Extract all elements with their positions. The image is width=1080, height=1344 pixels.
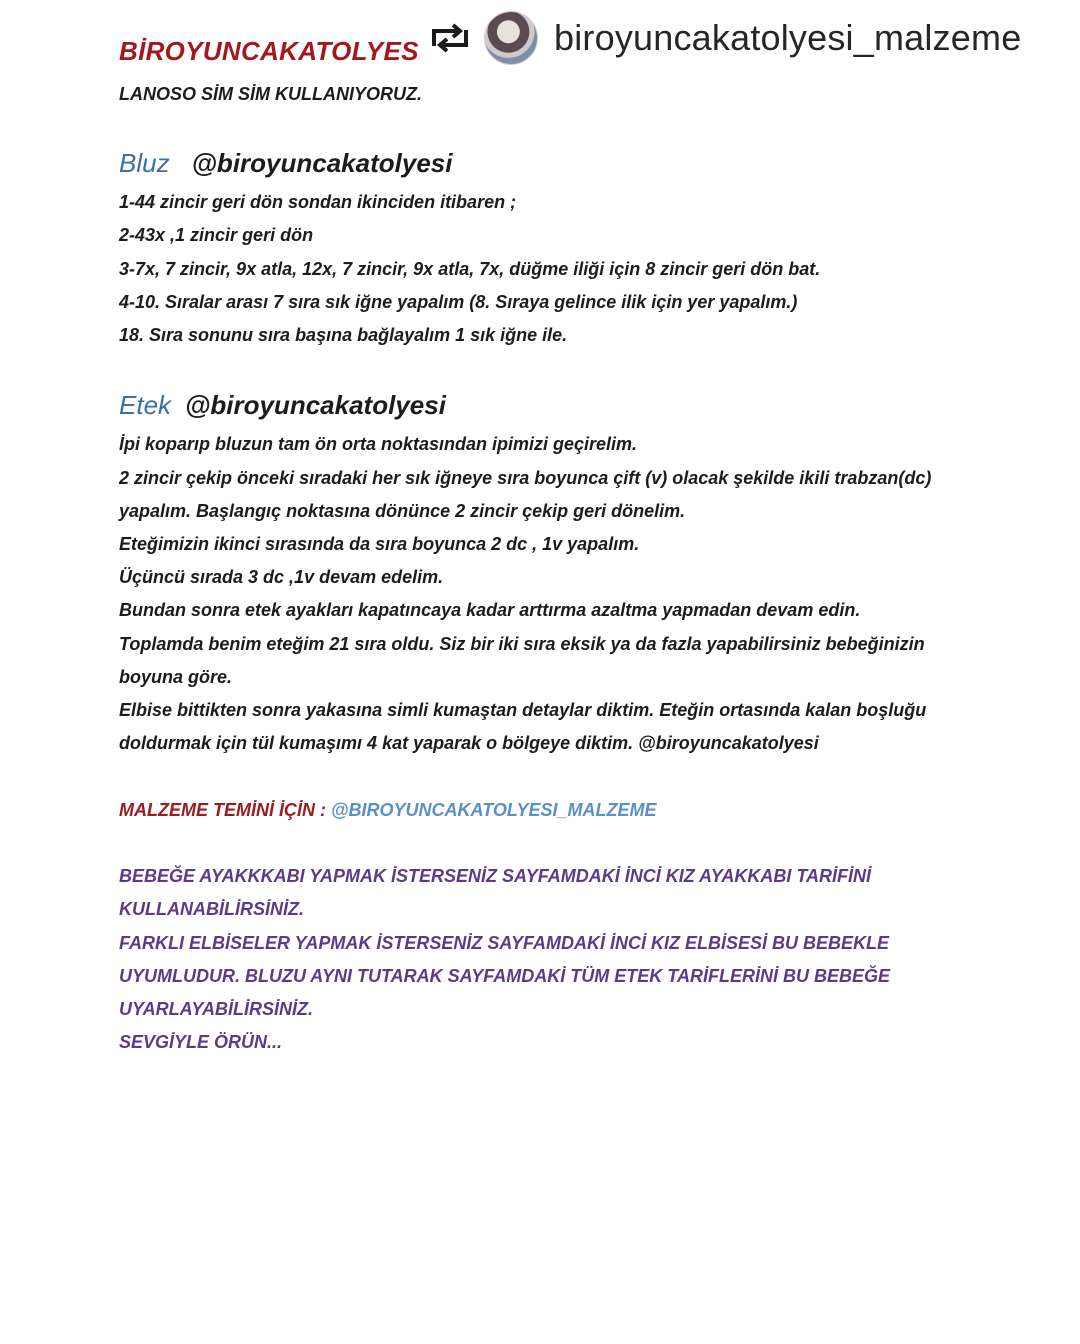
repost-icon	[428, 22, 472, 54]
note-line: BEBEĞE AYAKKKABI YAPMAK İSTERSENİZ SAYFAMDAKİ İNCİ KIZ AYAKKABI TARİFİNİ	[119, 866, 872, 886]
note-line: SEVGİYLE ÖRÜN...	[119, 1032, 283, 1052]
etek-line: yapalım. Başlangıç noktasına dönünce 2 zincir çekip geri dönelim.	[119, 501, 686, 521]
etek-line: Eteğimizin ikinci sırasında da sıra boyunca 2 dc , 1v yapalım.	[119, 534, 640, 554]
yarn-note: LANOSO SİM SİM KULLANIYORUZ.	[119, 84, 422, 104]
etek-line: Bundan sonra etek ayakları kapatıncaya kadar arttırma azaltma yapmadan devam edin.	[119, 600, 861, 620]
malzeme-label: MALZEME TEMİNİ İÇİN :	[119, 800, 331, 820]
repost-header	[428, 6, 1021, 70]
etek-line: Elbise bittikten sonra yakasına simli kumaştan detaylar diktim. Eteğin ortasında kalan boşluğu	[119, 700, 927, 720]
bluz-line: 18. Sıra sonunu sıra başına bağlayalım 1 sık iğne ile.	[119, 325, 568, 345]
etek-title: Etek	[119, 390, 172, 420]
bluz-line: 2-43x ,1 zincir geri dön	[119, 225, 314, 245]
malzeme-handle[interactable]: @BIROYUNCAKATOLYESI_MALZEME	[330, 800, 657, 820]
etek-heading	[119, 390, 446, 421]
etek-line: Toplamda benim eteğim 21 sıra oldu. Siz bir iki sıra eksik ya da fazla yapabilirsiniz bebeğinizin	[119, 634, 925, 654]
etek-line: 2 zincir çekip önceki sıradaki her sık iğneye sıra boyunca çift (v) olacak şekilde ikili trabzan(dc)	[119, 468, 932, 488]
etek-line: İpi koparıp bluzun tam ön orta noktasından ipimizi geçirelim.	[119, 434, 638, 454]
note-line: UYARLAYABİLİRSİNİZ.	[119, 999, 313, 1019]
etek-line: boyuna göre.	[119, 667, 233, 687]
malzeme-line	[119, 800, 657, 821]
repost-username[interactable]: biroyuncakatolyesi_malzeme	[554, 17, 1022, 58]
bluz-title: Bluz	[119, 148, 170, 178]
etek-handle: @biroyuncakatolyesi	[185, 390, 446, 420]
note-line: UYUMLUDUR. BLUZU AYNI TUTARAK SAYFAMDAKİ TÜM ETEK TARİFLERİNİ BU BEBEĞE	[119, 966, 890, 986]
etek-line: Üçüncü sırada 3 dc ,1v devam edelim.	[119, 567, 444, 587]
bluz-line: 3-7x, 7 zincir, 9x atla, 12x, 7 zincir, 9x atla, 7x, düğme iliği için 8 zincir geri dön bat.	[119, 259, 821, 279]
brand-title: BİROYUNCAKATOLYES	[119, 36, 419, 66]
bluz-line: 1-44 zincir geri dön sondan ikinciden itibaren ;	[119, 192, 517, 212]
etek-line: doldurmak için tül kumaşımı 4 kat yaparak o bölgeye diktim. @biroyuncakatolyesi	[119, 733, 819, 753]
note-line: KULLANABİLİRSİNİZ.	[119, 899, 304, 919]
note-line: FARKLI ELBİSELER YAPMAK İSTERSENİZ SAYFAMDAKİ İNCİ KIZ ELBİSESİ BU BEBEKLE	[119, 933, 890, 953]
bluz-heading	[119, 148, 452, 179]
bluz-line: 4-10. Sıralar arası 7 sıra sık iğne yapalım (8. Sıraya gelince ilik için yer yapalım.)	[119, 292, 798, 312]
bluz-handle: @biroyuncakatolyesi	[191, 148, 453, 178]
avatar[interactable]	[484, 11, 538, 65]
